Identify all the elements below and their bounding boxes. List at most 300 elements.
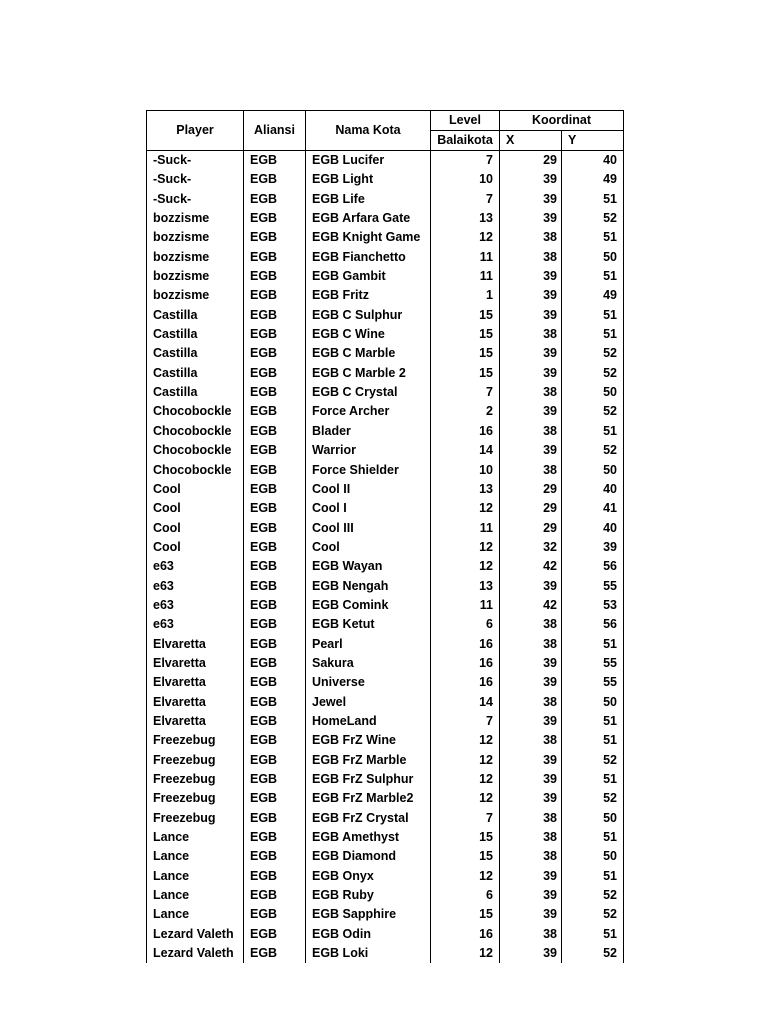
player-cell: Castilla [147,325,244,344]
level-cell: 10 [431,170,500,189]
level-cell: 13 [431,480,500,499]
aliansi-cell: EGB [244,789,306,808]
y-cell: 53 [562,596,624,615]
x-cell: 38 [500,809,562,828]
level-cell: 12 [431,228,500,247]
y-cell: 50 [562,248,624,267]
nama-kota-cell: Force Shielder [306,461,431,480]
player-cell: e63 [147,557,244,576]
level-cell: 15 [431,905,500,924]
y-cell: 50 [562,693,624,712]
level-cell: 6 [431,615,500,634]
nama-kota-cell: Sakura [306,654,431,673]
aliansi-cell: EGB [244,596,306,615]
nama-kota-cell: EGB Gambit [306,267,431,286]
nama-kota-cell: EGB C Marble 2 [306,364,431,383]
x-cell: 39 [500,267,562,286]
level-cell: 7 [431,151,500,171]
level-cell: 12 [431,751,500,770]
level-cell: 16 [431,635,500,654]
aliansi-cell: EGB [244,847,306,866]
y-cell: 39 [562,538,624,557]
x-cell: 39 [500,170,562,189]
nama-kota-cell: EGB Sapphire [306,905,431,924]
table-row [147,693,624,712]
table-row [147,519,624,538]
aliansi-cell: EGB [244,286,306,305]
aliansi-cell: EGB [244,480,306,499]
player-cell: Lance [147,867,244,886]
level-cell: 14 [431,693,500,712]
table-row [147,344,624,363]
player-cell: Chocobockle [147,402,244,421]
header-koordinat: Koordinat [500,111,624,131]
level-cell: 15 [431,828,500,847]
level-cell: 15 [431,847,500,866]
level-cell: 11 [431,267,500,286]
aliansi-cell: EGB [244,867,306,886]
player-cell: Elvaretta [147,673,244,692]
level-cell: 16 [431,925,500,944]
table-row [147,673,624,692]
header-nama-kota: Nama Kota [306,111,431,151]
x-cell: 39 [500,712,562,731]
level-cell: 16 [431,673,500,692]
player-cell: bozzisme [147,248,244,267]
y-cell: 51 [562,422,624,441]
player-cell: Cool [147,499,244,518]
level-cell: 12 [431,538,500,557]
level-cell: 13 [431,209,500,228]
aliansi-cell: EGB [244,267,306,286]
aliansi-cell: EGB [244,538,306,557]
x-cell: 38 [500,228,562,247]
table-row [147,170,624,189]
nama-kota-cell: Pearl [306,635,431,654]
table-row [147,248,624,267]
city-table [146,110,624,963]
table-row [147,228,624,247]
x-cell: 39 [500,306,562,325]
y-cell: 51 [562,190,624,209]
table-row [147,422,624,441]
header-balaikota: Balaikota [431,131,500,151]
level-cell: 12 [431,867,500,886]
y-cell: 56 [562,615,624,634]
aliansi-cell: EGB [244,519,306,538]
level-cell: 15 [431,325,500,344]
table-header [147,111,624,151]
level-cell: 14 [431,441,500,460]
level-cell: 12 [431,770,500,789]
table-row [147,809,624,828]
nama-kota-cell: EGB Fritz [306,286,431,305]
x-cell: 39 [500,770,562,789]
level-cell: 12 [431,944,500,963]
x-cell: 38 [500,248,562,267]
table-row [147,615,624,634]
aliansi-cell: EGB [244,557,306,576]
x-cell: 39 [500,886,562,905]
header-aliansi: Aliansi [244,111,306,151]
nama-kota-cell: Jewel [306,693,431,712]
x-cell: 39 [500,286,562,305]
aliansi-cell: EGB [244,228,306,247]
nama-kota-cell: EGB FrZ Marble2 [306,789,431,808]
nama-kota-cell: EGB Lucifer [306,151,431,171]
table-row [147,151,624,171]
aliansi-cell: EGB [244,809,306,828]
y-cell: 52 [562,402,624,421]
x-cell: 29 [500,151,562,171]
player-cell: Castilla [147,383,244,402]
x-cell: 29 [500,499,562,518]
table-row [147,596,624,615]
table-row [147,557,624,576]
player-cell: e63 [147,615,244,634]
player-cell: e63 [147,596,244,615]
nama-kota-cell: EGB Ketut [306,615,431,634]
player-cell: Lance [147,905,244,924]
nama-kota-cell: Cool I [306,499,431,518]
level-cell: 13 [431,577,500,596]
x-cell: 39 [500,944,562,963]
nama-kota-cell: Blader [306,422,431,441]
player-cell: Freezebug [147,809,244,828]
nama-kota-cell: EGB FrZ Sulphur [306,770,431,789]
x-cell: 38 [500,422,562,441]
y-cell: 51 [562,867,624,886]
player-cell: Chocobockle [147,422,244,441]
nama-kota-cell: EGB FrZ Crystal [306,809,431,828]
player-cell: Castilla [147,344,244,363]
y-cell: 52 [562,944,624,963]
y-cell: 51 [562,267,624,286]
level-cell: 12 [431,499,500,518]
player-cell: -Suck- [147,151,244,171]
y-cell: 51 [562,828,624,847]
x-cell: 29 [500,480,562,499]
x-cell: 32 [500,538,562,557]
table-row [147,944,624,963]
table-row [147,635,624,654]
table-row [147,770,624,789]
nama-kota-cell: EGB Fianchetto [306,248,431,267]
table-row [147,190,624,209]
aliansi-cell: EGB [244,905,306,924]
aliansi-cell: EGB [244,693,306,712]
x-cell: 38 [500,383,562,402]
header-y: Y [562,131,624,151]
table-row [147,731,624,750]
player-cell: Lezard Valeth [147,925,244,944]
y-cell: 50 [562,383,624,402]
level-cell: 15 [431,306,500,325]
y-cell: 50 [562,461,624,480]
y-cell: 40 [562,480,624,499]
x-cell: 39 [500,654,562,673]
aliansi-cell: EGB [244,248,306,267]
y-cell: 52 [562,751,624,770]
x-cell: 39 [500,867,562,886]
y-cell: 49 [562,286,624,305]
level-cell: 12 [431,557,500,576]
player-cell: Lance [147,847,244,866]
x-cell: 39 [500,209,562,228]
y-cell: 51 [562,770,624,789]
x-cell: 42 [500,557,562,576]
aliansi-cell: EGB [244,770,306,789]
y-cell: 50 [562,847,624,866]
aliansi-cell: EGB [244,402,306,421]
nama-kota-cell: Force Archer [306,402,431,421]
table-row [147,306,624,325]
y-cell: 52 [562,886,624,905]
player-cell: Cool [147,480,244,499]
level-cell: 11 [431,519,500,538]
y-cell: 51 [562,635,624,654]
aliansi-cell: EGB [244,190,306,209]
x-cell: 38 [500,615,562,634]
aliansi-cell: EGB [244,325,306,344]
table-row [147,209,624,228]
aliansi-cell: EGB [244,673,306,692]
aliansi-cell: EGB [244,170,306,189]
x-cell: 38 [500,731,562,750]
aliansi-cell: EGB [244,422,306,441]
aliansi-cell: EGB [244,828,306,847]
x-cell: 39 [500,577,562,596]
y-cell: 51 [562,712,624,731]
nama-kota-cell: EGB Life [306,190,431,209]
y-cell: 52 [562,441,624,460]
x-cell: 38 [500,325,562,344]
aliansi-cell: EGB [244,151,306,171]
y-cell: 55 [562,577,624,596]
table-row [147,751,624,770]
table-row [147,538,624,557]
level-cell: 7 [431,383,500,402]
aliansi-cell: EGB [244,577,306,596]
nama-kota-cell: EGB C Wine [306,325,431,344]
x-cell: 38 [500,635,562,654]
player-cell: Castilla [147,364,244,383]
table-row [147,577,624,596]
x-cell: 39 [500,751,562,770]
y-cell: 51 [562,925,624,944]
table-body [147,151,624,964]
table-row [147,886,624,905]
table-row [147,383,624,402]
aliansi-cell: EGB [244,925,306,944]
nama-kota-cell: EGB Diamond [306,847,431,866]
player-cell: Chocobockle [147,461,244,480]
level-cell: 12 [431,731,500,750]
table-row [147,654,624,673]
aliansi-cell: EGB [244,731,306,750]
table-row [147,847,624,866]
player-cell: Elvaretta [147,712,244,731]
player-cell: bozzisme [147,286,244,305]
table-row [147,828,624,847]
nama-kota-cell: EGB C Sulphur [306,306,431,325]
x-cell: 39 [500,441,562,460]
nama-kota-cell: Cool II [306,480,431,499]
header-player: Player [147,111,244,151]
y-cell: 40 [562,519,624,538]
nama-kota-cell: Universe [306,673,431,692]
x-cell: 39 [500,344,562,363]
table-row [147,325,624,344]
level-cell: 6 [431,886,500,905]
player-cell: -Suck- [147,170,244,189]
nama-kota-cell: EGB Loki [306,944,431,963]
player-cell: Castilla [147,306,244,325]
y-cell: 52 [562,209,624,228]
x-cell: 38 [500,693,562,712]
nama-kota-cell: EGB Amethyst [306,828,431,847]
level-cell: 12 [431,789,500,808]
aliansi-cell: EGB [244,499,306,518]
nama-kota-cell: EGB Knight Game [306,228,431,247]
y-cell: 51 [562,325,624,344]
player-cell: bozzisme [147,228,244,247]
level-cell: 11 [431,596,500,615]
table-row [147,480,624,499]
x-cell: 39 [500,190,562,209]
x-cell: 39 [500,364,562,383]
aliansi-cell: EGB [244,364,306,383]
y-cell: 52 [562,905,624,924]
level-cell: 1 [431,286,500,305]
y-cell: 50 [562,809,624,828]
y-cell: 52 [562,364,624,383]
table-row [147,867,624,886]
header-x: X [500,131,562,151]
aliansi-cell: EGB [244,886,306,905]
nama-kota-cell: EGB Nengah [306,577,431,596]
nama-kota-cell: EGB FrZ Marble [306,751,431,770]
aliansi-cell: EGB [244,751,306,770]
level-cell: 15 [431,344,500,363]
y-cell: 56 [562,557,624,576]
x-cell: 39 [500,673,562,692]
spreadsheet [146,110,623,963]
aliansi-cell: EGB [244,306,306,325]
nama-kota-cell: Cool [306,538,431,557]
player-cell: Cool [147,519,244,538]
level-cell: 7 [431,712,500,731]
player-cell: Lance [147,886,244,905]
player-cell: -Suck- [147,190,244,209]
table-row [147,364,624,383]
y-cell: 41 [562,499,624,518]
aliansi-cell: EGB [244,383,306,402]
x-cell: 38 [500,828,562,847]
player-cell: bozzisme [147,267,244,286]
aliansi-cell: EGB [244,344,306,363]
x-cell: 39 [500,789,562,808]
x-cell: 29 [500,519,562,538]
aliansi-cell: EGB [244,654,306,673]
table-row [147,905,624,924]
x-cell: 38 [500,461,562,480]
table-row [147,712,624,731]
level-cell: 16 [431,422,500,441]
nama-kota-cell: Warrior [306,441,431,460]
y-cell: 55 [562,673,624,692]
aliansi-cell: EGB [244,441,306,460]
player-cell: Elvaretta [147,693,244,712]
player-cell: Freezebug [147,789,244,808]
nama-kota-cell: HomeLand [306,712,431,731]
level-cell: 2 [431,402,500,421]
y-cell: 51 [562,228,624,247]
level-cell: 7 [431,190,500,209]
player-cell: Lezard Valeth [147,944,244,963]
player-cell: Elvaretta [147,654,244,673]
x-cell: 38 [500,847,562,866]
y-cell: 40 [562,151,624,171]
level-cell: 16 [431,654,500,673]
nama-kota-cell: EGB FrZ Wine [306,731,431,750]
x-cell: 39 [500,905,562,924]
aliansi-cell: EGB [244,712,306,731]
nama-kota-cell: EGB Wayan [306,557,431,576]
aliansi-cell: EGB [244,944,306,963]
table-row [147,499,624,518]
y-cell: 55 [562,654,624,673]
nama-kota-cell: EGB C Crystal [306,383,431,402]
nama-kota-cell: EGB Onyx [306,867,431,886]
nama-kota-cell: EGB Arfara Gate [306,209,431,228]
player-cell: bozzisme [147,209,244,228]
table-row [147,461,624,480]
table-row [147,286,624,305]
player-cell: Freezebug [147,770,244,789]
x-cell: 38 [500,925,562,944]
header-level: Level [431,111,500,131]
aliansi-cell: EGB [244,635,306,654]
y-cell: 51 [562,306,624,325]
level-cell: 10 [431,461,500,480]
table-row [147,267,624,286]
player-cell: Freezebug [147,751,244,770]
table-row [147,789,624,808]
player-cell: Chocobockle [147,441,244,460]
player-cell: Lance [147,828,244,847]
table-row [147,441,624,460]
table-row [147,402,624,421]
x-cell: 42 [500,596,562,615]
aliansi-cell: EGB [244,461,306,480]
aliansi-cell: EGB [244,209,306,228]
y-cell: 51 [562,731,624,750]
player-cell: Cool [147,538,244,557]
level-cell: 15 [431,364,500,383]
level-cell: 11 [431,248,500,267]
table-row [147,925,624,944]
nama-kota-cell: EGB Light [306,170,431,189]
nama-kota-cell: EGB Odin [306,925,431,944]
nama-kota-cell: Cool III [306,519,431,538]
nama-kota-cell: EGB Comink [306,596,431,615]
y-cell: 52 [562,344,624,363]
nama-kota-cell: EGB C Marble [306,344,431,363]
y-cell: 52 [562,789,624,808]
level-cell: 7 [431,809,500,828]
aliansi-cell: EGB [244,615,306,634]
